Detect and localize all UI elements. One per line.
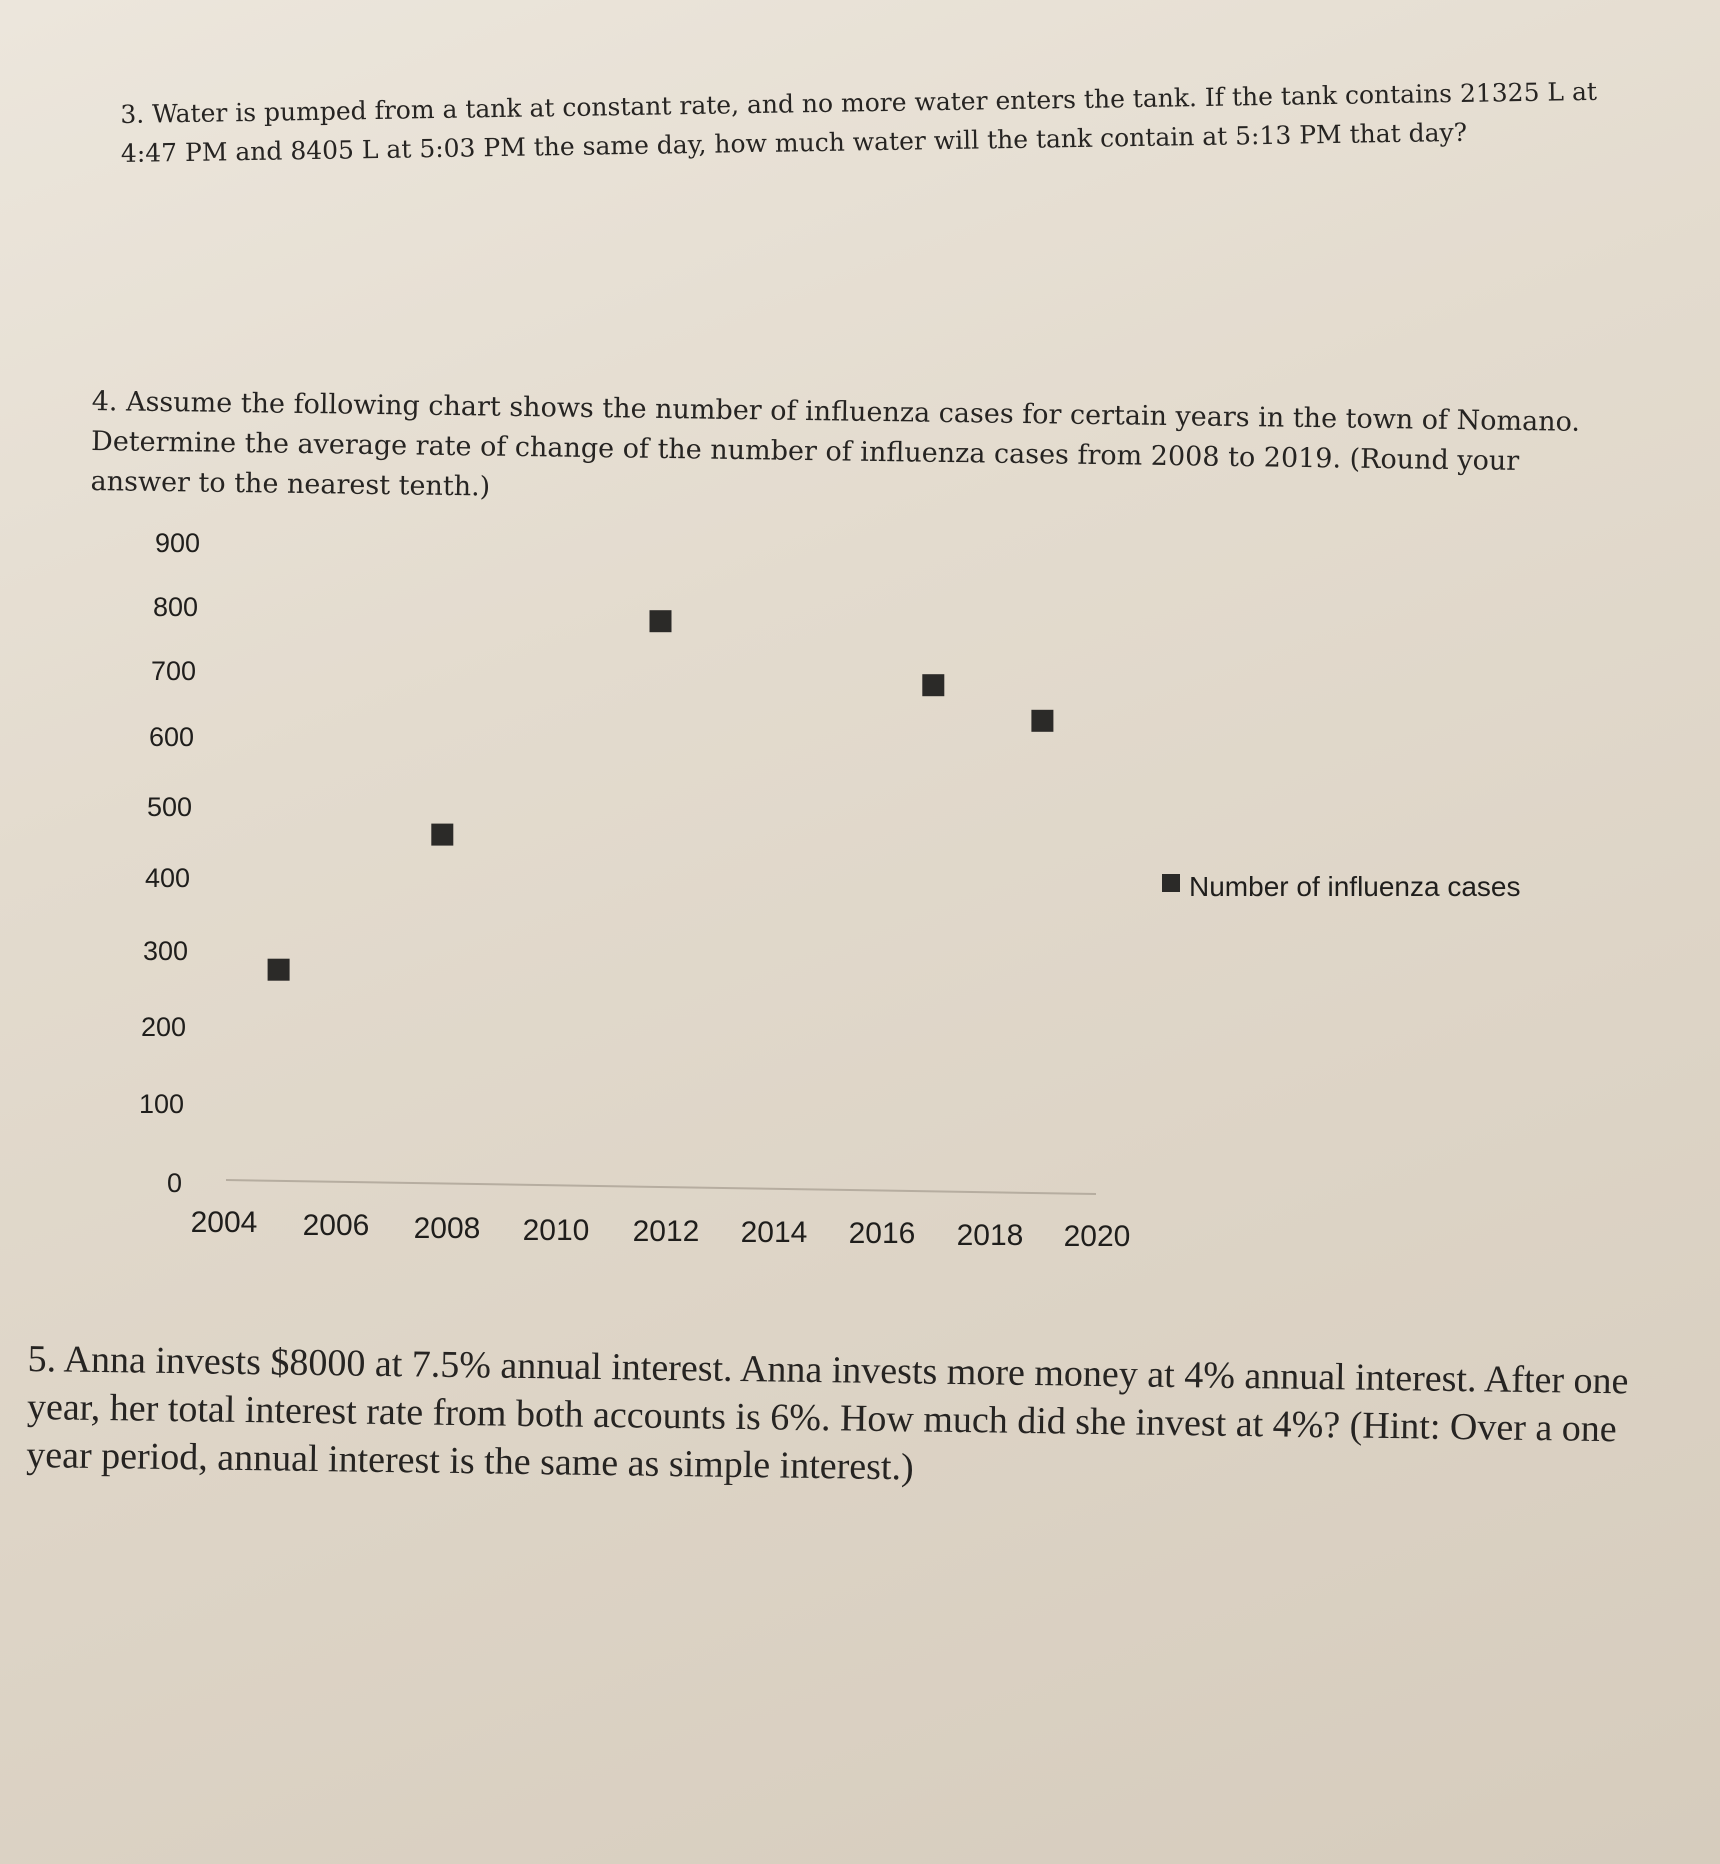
data-point-2005: [268, 959, 290, 981]
data-point-2019: [1031, 710, 1053, 732]
legend-marker: [1162, 874, 1180, 892]
y-tick-label: 600: [148, 722, 194, 752]
question-3: 3. Water is pumped from a tank at constant rate, and no more water enters the tank. If the tank contains 21325 L at 4:47 PM and 8405 L at 5:03 PM the same day, how much water will the tank contain at 5:13 PM that day?: [120, 76, 1598, 168]
y-tick-label: 400: [144, 863, 190, 893]
y-tick-label: 800: [152, 592, 198, 622]
x-tick-label: 2004: [190, 1206, 258, 1239]
x-tick-label: 2018: [956, 1219, 1024, 1252]
x-tick-label: 2014: [740, 1216, 808, 1249]
x-tick-label: 2006: [302, 1209, 370, 1242]
x-tick-label: 2020: [1063, 1220, 1131, 1253]
x-tick-label: 2008: [413, 1212, 481, 1245]
question-4: 4. Assume the following chart shows the number of influenza cases for certain years in the town of Nomano. Determine the average rate of change of the number of influenza cases from 2008 to 2019. (Round your answer to the nearest tenth.): [90, 385, 1581, 503]
legend-label: Number of influenza cases: [1189, 871, 1521, 902]
y-tick-label: 300: [142, 936, 188, 966]
question-5: 5. Anna invests $8000 at 7.5% annual interest. Anna invests more money at 4% annual interest. After one year, her total interest rate from both accounts is 6%. How much did she invest at 4%? (Hint: Over a one year period, annual interest is the same as simple interest.): [26, 1337, 1629, 1489]
x-axis-ticks: [191, 1206, 1131, 1253]
y-axis-ticks: [139, 528, 200, 1198]
x-tick-label: 2010: [522, 1214, 590, 1247]
legend: [1162, 871, 1521, 902]
y-tick-label: 0: [166, 1168, 182, 1198]
x-axis-line: [226, 1180, 1096, 1194]
data-point-2008: [431, 824, 453, 846]
y-tick-label: 700: [150, 656, 196, 686]
x-tick-label: 2016: [848, 1217, 916, 1250]
data-point-2012: [650, 610, 672, 632]
y-tick-label: 100: [138, 1089, 184, 1119]
data-point-2017: [922, 674, 944, 696]
y-tick-label: 500: [146, 792, 192, 822]
data-points: [268, 610, 1054, 981]
x-tick-label: 2012: [632, 1215, 700, 1248]
y-tick-label: 900: [154, 528, 200, 558]
y-tick-label: 200: [140, 1012, 186, 1042]
